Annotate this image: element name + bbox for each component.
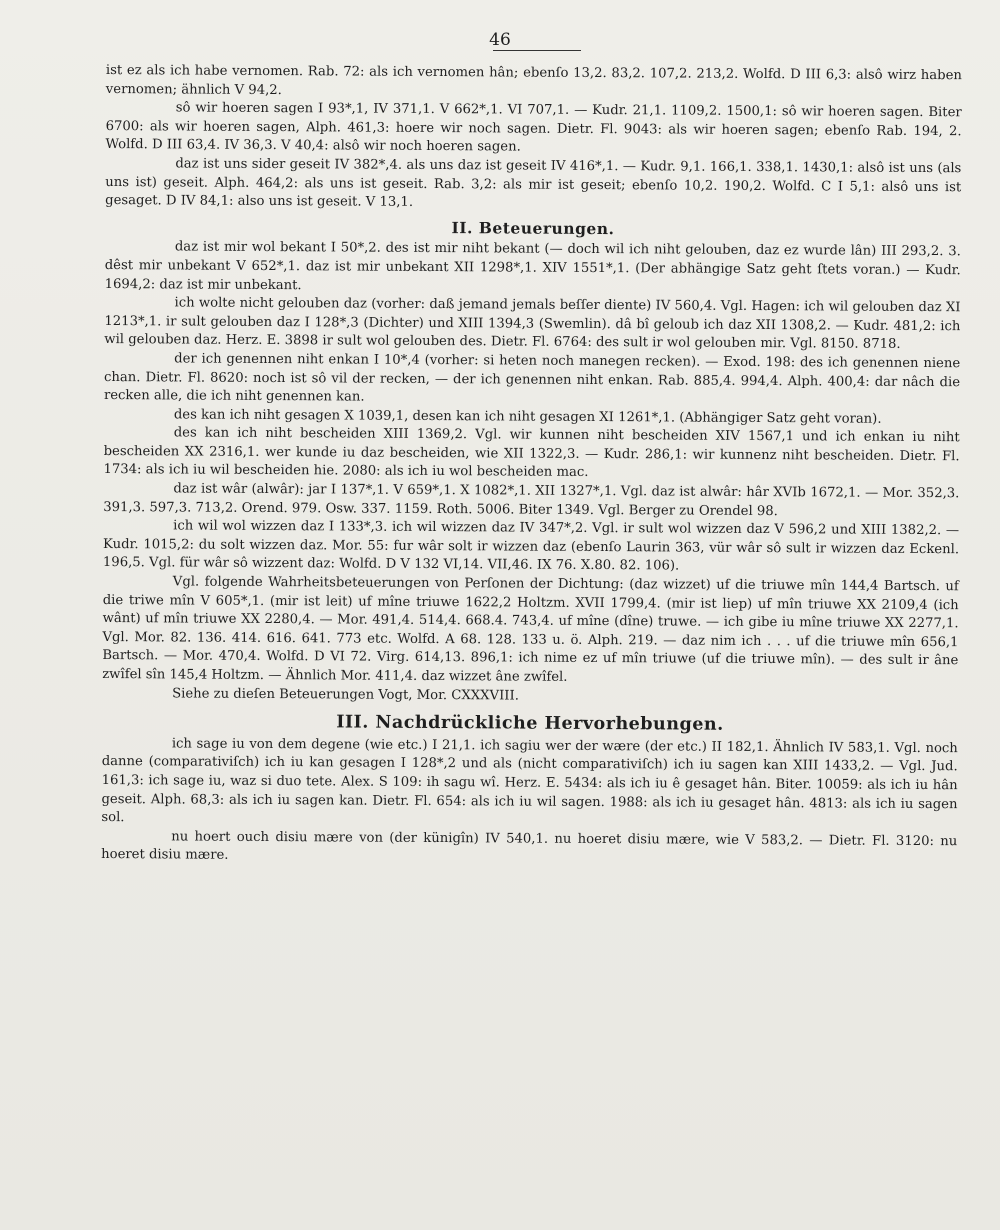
paragraph: des kan ich niht bescheiden XIII 1369,2. Vgl. wir kunnen niht bescheiden XIV 1567,1 und ich enkan iu niht bescheiden XX 2316,1. wer kunde iu daz bescheiden, wie XII 1322,3. — Kudr. 286,1: wir kunnenz niht bescheiden. Dietr. Fl. 1734: als ich iu wil bescheiden hie. 2080: als ich iu wol bescheiden mac. [103, 425, 960, 481]
paragraph: des kan ich niht gesagen X 1039,1, desen kan ich niht gesagen XI 1261*,1. (Abhängiger Satz geht voran). [173, 407, 882, 427]
page-body [101, 62, 962, 870]
paragraph: ich sage iu von dem degene (wie etc.) I 21,1. ich sagiu wer der wære (der etc.) II 182,1. Ähnlich IV 583,1. Vgl. noch danne (comparativiſch) ich iu kan gesagen I 128*,2 und als (nicht comparativiſch) ich iu sagen kan XIII 1433,2. — Vgl. Jud. 161,3: ich sage iu, waz si duo tete. Alex. S 109: ih sagu wî. Herz. E. 5434: als ich iu ê gesaget hân. Biter. 10059: als ich iu hân geseit. Alph. 68,3: als ich iu sagen kan. Dietr. Fl. 654: als ich iu wil sagen. 1988: als ich iu gesaget hân. 4813: als ich iu sagen sol. [101, 736, 958, 826]
paragraph: ich wil wol wizzen daz I 133*,3. ich wil wizzen daz IV 347*,2. Vgl. ir sult wol wizzen daz V 596,2 und XIII 1382,2. — Kudr. 1015,2: du solt wizzen daz. Mor. 55: fur wâr solt ir wizzen daz (ebenſo Laurin 363, vür wâr sô sult ir wizzen daz Eckenl. 196,5. Vgl. für wâr sô wizzent daz: Wolfd. D V 132 VI,14. VII,46. IX 76. X.80. 82. 106). [102, 518, 960, 574]
paragraph: sô wir hoeren sagen I 93*,1, IV 371,1. V 662*,1. VI 707,1. — Kudr. 21,1. 1109,2. 1500,1: sô wir hoeren sagen. Biter 6700: als wir hoeren sagen, Alph. 461,3: hoere wir noch sagen. Dietr. Fl. 9043: als wir hoeren sagen; ebenſo Rab. 194, 2. Wolfd. D III 63,4. IV 36,3. V 40,4: alsô wir noch hoeren sagen. [105, 100, 962, 155]
paragraph: Vgl. folgende Wahrheitsbeteuerungen von Perſonen der Dichtung: (daz wizzet) uf die triuwe mîn 144,4 Bartsch. uf die triwe mîn V 605*,1. (mir ist leit) uf mîne triuwe 1622,2 Holtzm. XVII 1799,4. (mir ist liep) uf mîn triuwe XX 2109,4 (ich wânt) uf mîn triuwe XX 2280,4. — Mor. 491,4. 514,4. 668.4. 743,4. uf mîne (dîne) truwe. — ich gibe iu mîne triuwe XX 2277,1. Vgl. Mor. 82. 136. 414. 616. 641. 773 etc. Wolfd. A 68. 128. 133 u. ö. Alph. 219. — daz nim ich . . . uf die triuwe mîn 656,1 Bartsch. — Mor. 470,4. Wolfd. D VI 72. Virg. 614,13. 896,1: ich nime ez uf mîn triuwe (uf die triuwe mîn). — des sult ir âne zwîfel sîn 145,4 Holtzm. — Ähnlich Mor. 411,4. daz wizzet âne zwîfel. [102, 574, 959, 685]
paragraph: der ich genennen niht enkan I 10*,4 (vorher: si heten noch manegen recken). — Exod. 198: des ich genennen niene chan. Dietr. Fl. 8620: noch ist sô vil der recken, — der ich genennen niht enkan. Rab. 885,4. 994,4. Alph. 400,4: dar nâch die recken alle, die ich niht genennen kan. [103, 351, 961, 405]
paragraph: daz ist wâr (alwâr): jar I 137*,1. V 659*,1. X 1082*,1. XII 1327*,1. Vgl. daz ist alwâr: hâr XVIb 1672,1. — Mor. 352,3. 391,3. 597,3. 713,2. Orend. 979. Osw. 337. 1159. Roth. 5006. Biter 1349. Vgl. Berger zu Orendel 98. [103, 481, 960, 519]
paragraph: daz ist uns sider geseit IV 382*,4. als uns daz ist geseit IV 416*,1. — Kudr. 9,1. 166,1. 338,1. 1430,1: alsô ist uns (als uns ist) geseit. Alph. 464,2: als uns ist geseit. Rab. 3,2: als mir ist geseit; ebenſo 10,2. 190,2. Wolfd. C I 5,1: alsô uns ist gesaget. D IV 84,1: also uns ist geseit. V 13,1. [105, 156, 962, 211]
paragraph: daz ist mir wol bekant I 50*,2. des ist mir niht bekant (— doch wil ich niht gelouben, daz ez wurde lân) III 293,2. 3. dêst mir unbekant V 652*,1. daz ist mir unbekant XII 1298*,1. XIV 1551*,1. (Der abhängige Satz geht ſtets voran.) — Kudr. 1694,2: daz ist mir unbekant. [104, 239, 961, 293]
page-number: 46 [489, 30, 511, 50]
section-heading-hervorhebungen: III. Nachdrückliche Hervorhebungen. [336, 712, 724, 735]
paragraph: ist ez als ich habe vernomen. Rab. 72: als ich vernomen hân; ebenſo 13,2. 83,2. 107,2. 213,2. Wolfd. D III 6,3: alsô wirz haben vernomen; ähnlich V 94,2. [105, 62, 962, 98]
header-rule [493, 50, 581, 51]
section-heading-beteuerungen: II. Beteuerungen. [451, 217, 615, 238]
paragraph: Siehe zu dieſen Beteuerungen Vogt, Mor. CXXXVIII. [172, 686, 519, 704]
paragraph: nu hoert ouch disiu mære von (der künigîn) IV 540,1. nu hoeret disiu mære, wie V 583,2. — Dietr. Fl. 3120: nu hoeret disiu mære. [101, 829, 958, 864]
paragraph: ich wolte nicht gelouben daz (vorher: daß jemand jemals beſſer diente) IV 560,4. Vgl. Hagen: ich wil gelouben daz XI 1213*,1. ir sult gelouben daz I 128*,3 (Dichter) und XIII 1394,3 (Swemlin). dâ bî geloub ich daz XII 1308,2. — Kudr. 481,2: ich wil gelouben daz. Herz. E. 3898 ir sult wol gelouben des. Dietr. Fl. 6764: des sult ir wol gelouben mir. Vgl. 8150. 8718. [104, 295, 961, 353]
